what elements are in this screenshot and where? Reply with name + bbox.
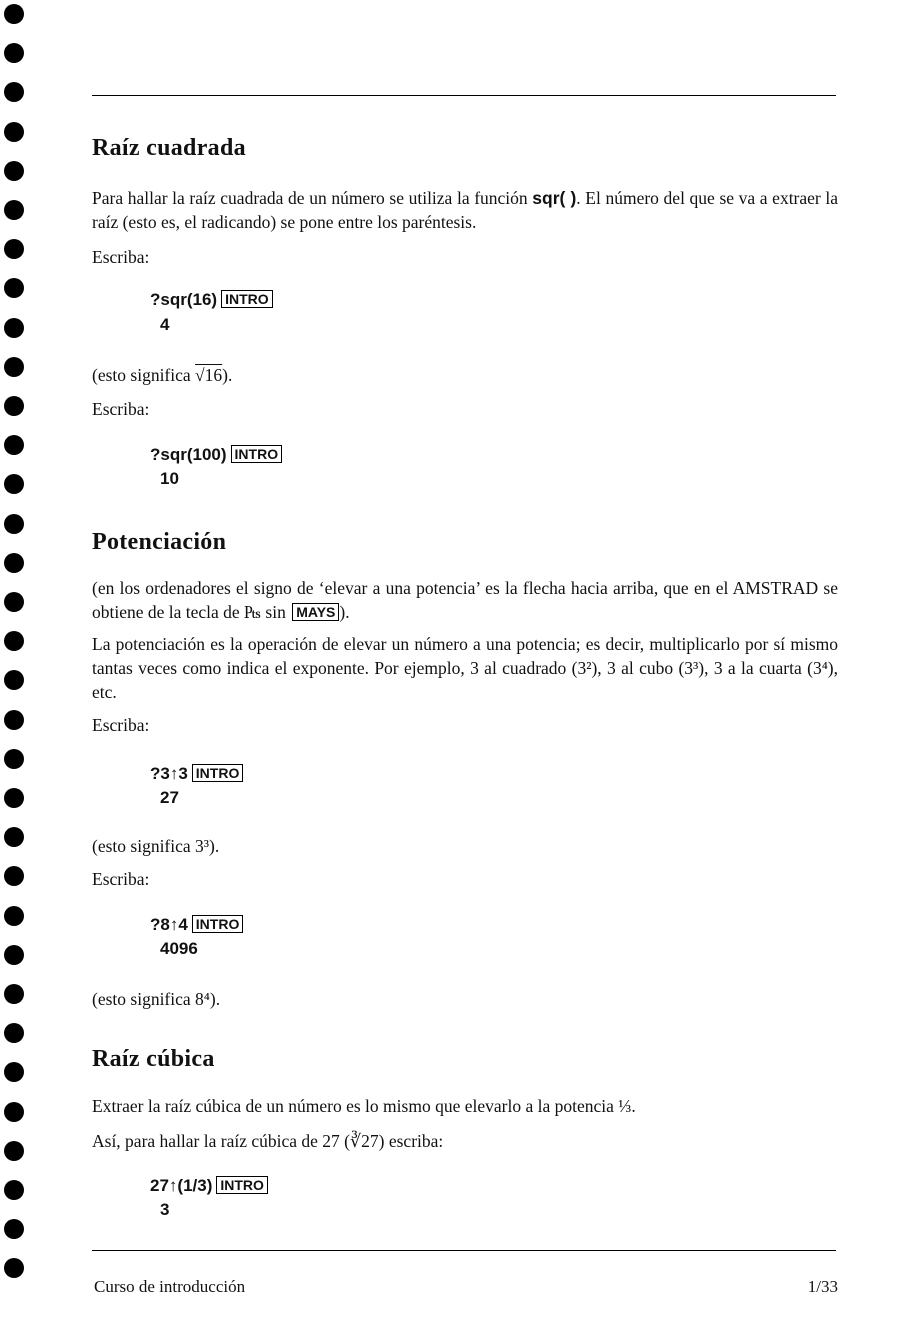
binder-hole (4, 710, 24, 730)
code-example-8pow4: ?8↑4 INTRO (150, 915, 243, 935)
binder-hole (4, 239, 24, 259)
footer-title: Curso de introducción (94, 1277, 246, 1296)
code-output: 10 (160, 469, 179, 488)
binder-hole (4, 357, 24, 377)
binder-hole (4, 396, 24, 416)
binder-hole (4, 670, 24, 690)
footer-rule (92, 1250, 836, 1251)
page-number: 1/33 (807, 1277, 838, 1296)
meaning-8pow4: (esto significa 8⁴). (92, 989, 221, 1009)
write-prompt: Escriba: (92, 715, 150, 735)
code-output: 4096 (160, 939, 198, 958)
meaning-3pow3: (esto significa 3³). (92, 836, 220, 856)
mays-key: MAYS (292, 603, 339, 621)
write-prompt: Escriba: (92, 869, 150, 889)
binder-hole (4, 553, 24, 573)
binder-hole (4, 631, 24, 651)
binder-hole (4, 82, 24, 102)
intro-key: INTRO (216, 1176, 268, 1194)
binder-hole (4, 474, 24, 494)
binder-hole (4, 1219, 24, 1239)
binder-hole (4, 514, 24, 534)
meaning-sqrt16: (esto significa √16). (92, 365, 233, 385)
binder-hole (4, 122, 24, 142)
header-rule (92, 95, 836, 96)
power-note: (en los ordenadores el signo de ‘elevar a una potencia’ es la flecha hacia arriba, que en el AMSTRAD se obtiene de la tecla de ₧ sin MAYS ). (92, 578, 838, 622)
power-description: La potenciación es la operación de elevar un número a una potencia; es decir, multiplicarlo por sí mismo tantas veces como indica el exponente. Por ejemplo, 3 al cuadrado (3²), 3 al cubo (3³), 3 a la cuarta (3⁴), etc. (92, 634, 838, 702)
binder-hole (4, 749, 24, 769)
binder-hole (4, 1258, 24, 1278)
section-title-square-root: Raíz cuadrada (92, 135, 246, 161)
binder-hole (4, 592, 24, 612)
binder-hole (4, 1023, 24, 1043)
section-title-power: Potenciación (92, 529, 227, 555)
intro-key: INTRO (221, 290, 273, 308)
code-example-sqr100: ?sqr(100) INTRO (150, 445, 282, 465)
binder-holes (0, 0, 30, 1334)
binder-hole (4, 906, 24, 926)
binder-hole (4, 278, 24, 298)
binder-hole (4, 4, 24, 24)
function-name-sqr: sqr( ) (532, 188, 577, 208)
square-root-intro: Para hallar la raíz cuadrada de un número se utiliza la función sqr( ). El número del que se va a extraer la raíz (esto es, el radicando) se pone entre los paréntesis. (92, 188, 839, 232)
code-example-cube-root: 27↑(1/3) INTRO (150, 1176, 268, 1196)
write-prompt: Escriba: (92, 247, 150, 267)
code-example-3pow3: ?3↑3 INTRO (150, 764, 243, 784)
cube-root-how-to: Así, para hallar la raíz cúbica de 27 (∛27) escriba: (92, 1131, 444, 1151)
binder-hole (4, 318, 24, 338)
cube-root-description: Extraer la raíz cúbica de un número es lo mismo que elevarlo a la potencia ⅓. (92, 1096, 636, 1116)
write-prompt: Escriba: (92, 399, 150, 419)
code-output: 4 (160, 315, 170, 334)
binder-hole (4, 984, 24, 1004)
intro-key: INTRO (192, 915, 244, 933)
binder-hole (4, 788, 24, 808)
binder-hole (4, 1062, 24, 1082)
binder-hole (4, 827, 24, 847)
binder-hole (4, 1180, 24, 1200)
code-output: 27 (160, 788, 179, 807)
binder-hole (4, 435, 24, 455)
code-example-sqr16: ?sqr(16) INTRO (150, 290, 273, 310)
binder-hole (4, 200, 24, 220)
binder-hole (4, 161, 24, 181)
binder-hole (4, 1141, 24, 1161)
binder-hole (4, 945, 24, 965)
intro-key: INTRO (231, 445, 283, 463)
binder-hole (4, 1102, 24, 1122)
section-title-cube-root: Raíz cúbica (92, 1046, 215, 1072)
intro-key: INTRO (192, 764, 244, 782)
binder-hole (4, 866, 24, 886)
code-output: 3 (160, 1200, 170, 1219)
binder-hole (4, 43, 24, 63)
